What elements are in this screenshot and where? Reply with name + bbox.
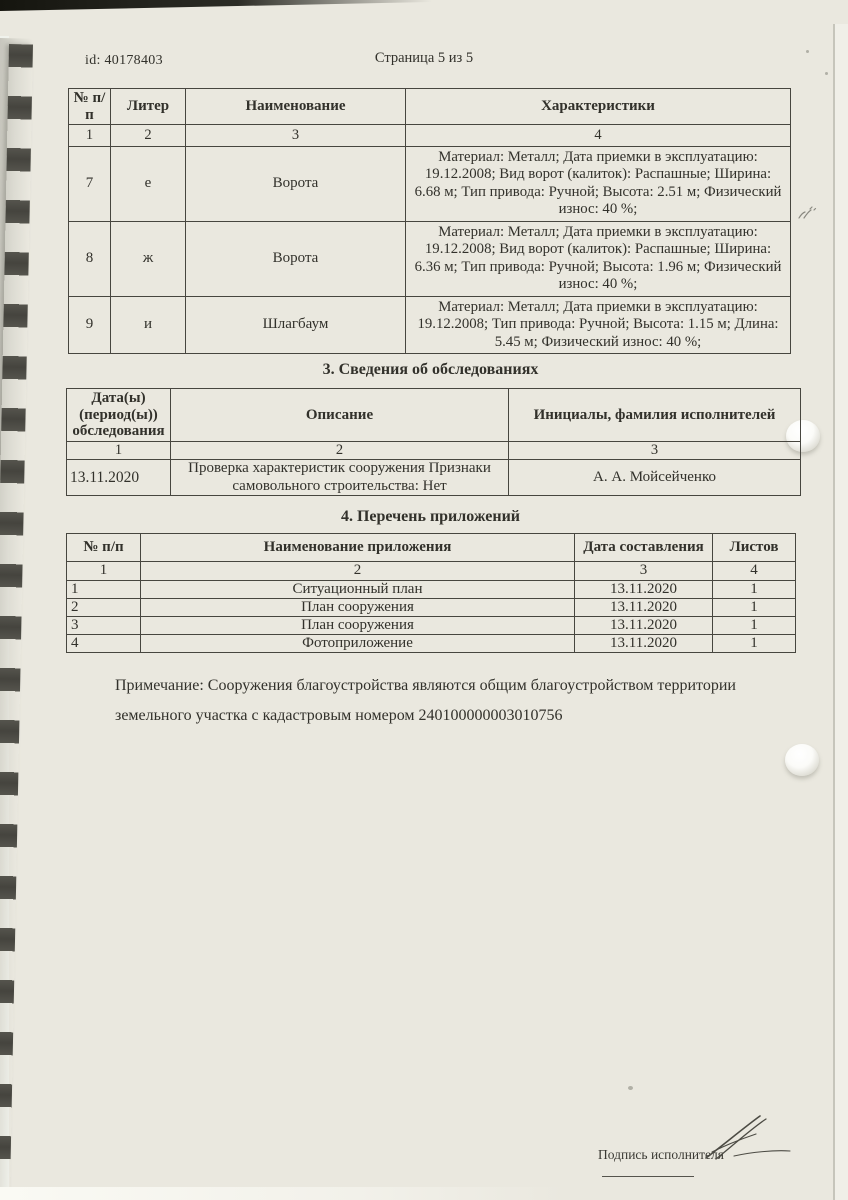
table-header-row bbox=[69, 89, 791, 125]
page-right-margin bbox=[835, 24, 848, 1200]
index-cell: 2 bbox=[141, 562, 575, 581]
cell-characteristics: Материал: Металл; Дата приемки в эксплуатацию: 19.12.2008; Вид ворот (калиток): Распашные; Ширина: 6.68 м; Тип привода: Ручной; Высота: 2.51 м; Физический износ: 40 %; bbox=[406, 147, 791, 222]
table-row bbox=[67, 635, 796, 653]
note-paragraph bbox=[115, 671, 775, 732]
page-indicator: Страница 5 из 5 bbox=[374, 50, 474, 66]
cell-name: Шлагбаум bbox=[186, 296, 406, 353]
cell-num: 1 bbox=[67, 581, 141, 599]
table-header-row bbox=[67, 389, 801, 442]
note-line: земельного участка с кадастровым номером 240100000003010756 bbox=[115, 707, 563, 725]
cell-num: 9 bbox=[69, 296, 111, 353]
cell-num: 2 bbox=[67, 599, 141, 617]
cell-date: 13.11.2020 bbox=[575, 617, 713, 635]
column-index-row bbox=[69, 125, 791, 147]
page-bottom-edge bbox=[0, 1187, 594, 1200]
cell-liter: е bbox=[111, 147, 186, 222]
table-row bbox=[67, 599, 796, 617]
attachments-table bbox=[66, 533, 796, 653]
col-header-attachment-name: Наименование приложения bbox=[141, 534, 575, 562]
cell-date: 13.11.2020 bbox=[575, 599, 713, 617]
cell-survey-date: 13.11.2020 bbox=[67, 460, 171, 496]
index-cell: 1 bbox=[67, 562, 141, 581]
table-row bbox=[69, 147, 791, 222]
col-header-survey-date: Дата(ы) (период(ы)) обследования bbox=[67, 389, 171, 442]
binding-holes bbox=[0, 44, 33, 1200]
index-cell: 2 bbox=[171, 441, 509, 460]
signature-block bbox=[598, 1146, 818, 1182]
cell-executor: А. А. Мойсейченко bbox=[509, 460, 801, 496]
binder-stud-glare bbox=[785, 744, 819, 776]
column-index-row bbox=[67, 441, 801, 460]
section3-title: 3. Сведения об обследованиях bbox=[322, 361, 539, 378]
col-header-chars: Характеристики bbox=[406, 89, 791, 125]
cell-characteristics: Материал: Металл; Дата приемки в эксплуатацию: 19.12.2008; Тип привода: Ручной; Высота: 1.15 м; Длина: 5.45 м; Физический износ: 40 %; bbox=[406, 296, 791, 353]
index-cell: 3 bbox=[509, 441, 801, 460]
cell-attachment-name: План сооружения bbox=[141, 617, 575, 635]
col-header-name: Наименование bbox=[186, 89, 406, 125]
table-row bbox=[69, 221, 791, 296]
index-cell: 1 bbox=[69, 125, 111, 147]
table-row bbox=[67, 581, 796, 599]
col-header-executors: Инициалы, фамилия исполнителей bbox=[509, 389, 801, 442]
cell-liter: и bbox=[111, 296, 186, 353]
index-cell: 1 bbox=[67, 441, 171, 460]
signature-line bbox=[602, 1164, 694, 1177]
index-cell: 3 bbox=[186, 125, 406, 147]
cell-date: 13.11.2020 bbox=[575, 635, 713, 653]
cell-num: 4 bbox=[67, 635, 141, 653]
structures-table bbox=[68, 88, 791, 354]
cell-num: 3 bbox=[67, 617, 141, 635]
column-index-row bbox=[67, 562, 796, 581]
signature-stroke bbox=[694, 1114, 804, 1162]
col-header-sheets: Листов bbox=[713, 534, 796, 562]
col-header-num: № п/п bbox=[67, 534, 141, 562]
cell-num: 8 bbox=[69, 221, 111, 296]
cell-sheets: 1 bbox=[713, 617, 796, 635]
index-cell: 4 bbox=[406, 125, 791, 147]
cell-name: Ворота bbox=[186, 147, 406, 222]
col-header-date: Дата составления bbox=[575, 534, 713, 562]
index-cell: 3 bbox=[575, 562, 713, 581]
cell-sheets: 1 bbox=[713, 599, 796, 617]
cell-attachment-name: План сооружения bbox=[141, 599, 575, 617]
col-header-liter: Литер bbox=[111, 89, 186, 125]
table-row bbox=[67, 617, 796, 635]
cell-name: Ворота bbox=[186, 221, 406, 296]
note-line: Примечание: Сооружения благоустройства являются общим благоустройством территории bbox=[115, 677, 736, 694]
index-cell: 4 bbox=[713, 562, 796, 581]
table-header-row bbox=[67, 534, 796, 562]
pen-mark bbox=[796, 206, 818, 222]
surveys-table bbox=[66, 388, 801, 496]
cell-characteristics: Материал: Металл; Дата приемки в эксплуатацию: 19.12.2008; Вид ворот (калиток): Распашные; Ширина: 6.36 м; Тип привода: Ручной; Высота: 1.96 м; Физический износ: 40 %; bbox=[406, 221, 791, 296]
cell-date: 13.11.2020 bbox=[575, 581, 713, 599]
scan-speck bbox=[628, 1086, 633, 1090]
document-id: id: 40178403 bbox=[85, 53, 163, 68]
cell-attachment-name: Фотоприложение bbox=[141, 635, 575, 653]
cell-sheets: 1 bbox=[713, 635, 796, 653]
cell-attachment-name: Ситуационный план bbox=[141, 581, 575, 599]
col-header-description: Описание bbox=[171, 389, 509, 442]
scan-speck bbox=[825, 72, 828, 75]
cell-liter: ж bbox=[111, 221, 186, 296]
section4-title: 4. Перечень приложений bbox=[340, 508, 520, 525]
index-cell: 2 bbox=[111, 125, 186, 147]
table-row bbox=[67, 460, 801, 496]
cell-description: Проверка характеристик сооружения Признаки самовольного строительства: Нет bbox=[171, 460, 509, 496]
cell-num: 7 bbox=[69, 147, 111, 222]
table-row bbox=[69, 296, 791, 353]
signature-label: Подпись исполнителя bbox=[598, 1147, 724, 1162]
col-header-num: № п/п bbox=[69, 89, 111, 125]
page-right-edge-line bbox=[833, 24, 835, 1200]
cell-sheets: 1 bbox=[713, 581, 796, 599]
scan-edge-shadow bbox=[0, 0, 432, 11]
